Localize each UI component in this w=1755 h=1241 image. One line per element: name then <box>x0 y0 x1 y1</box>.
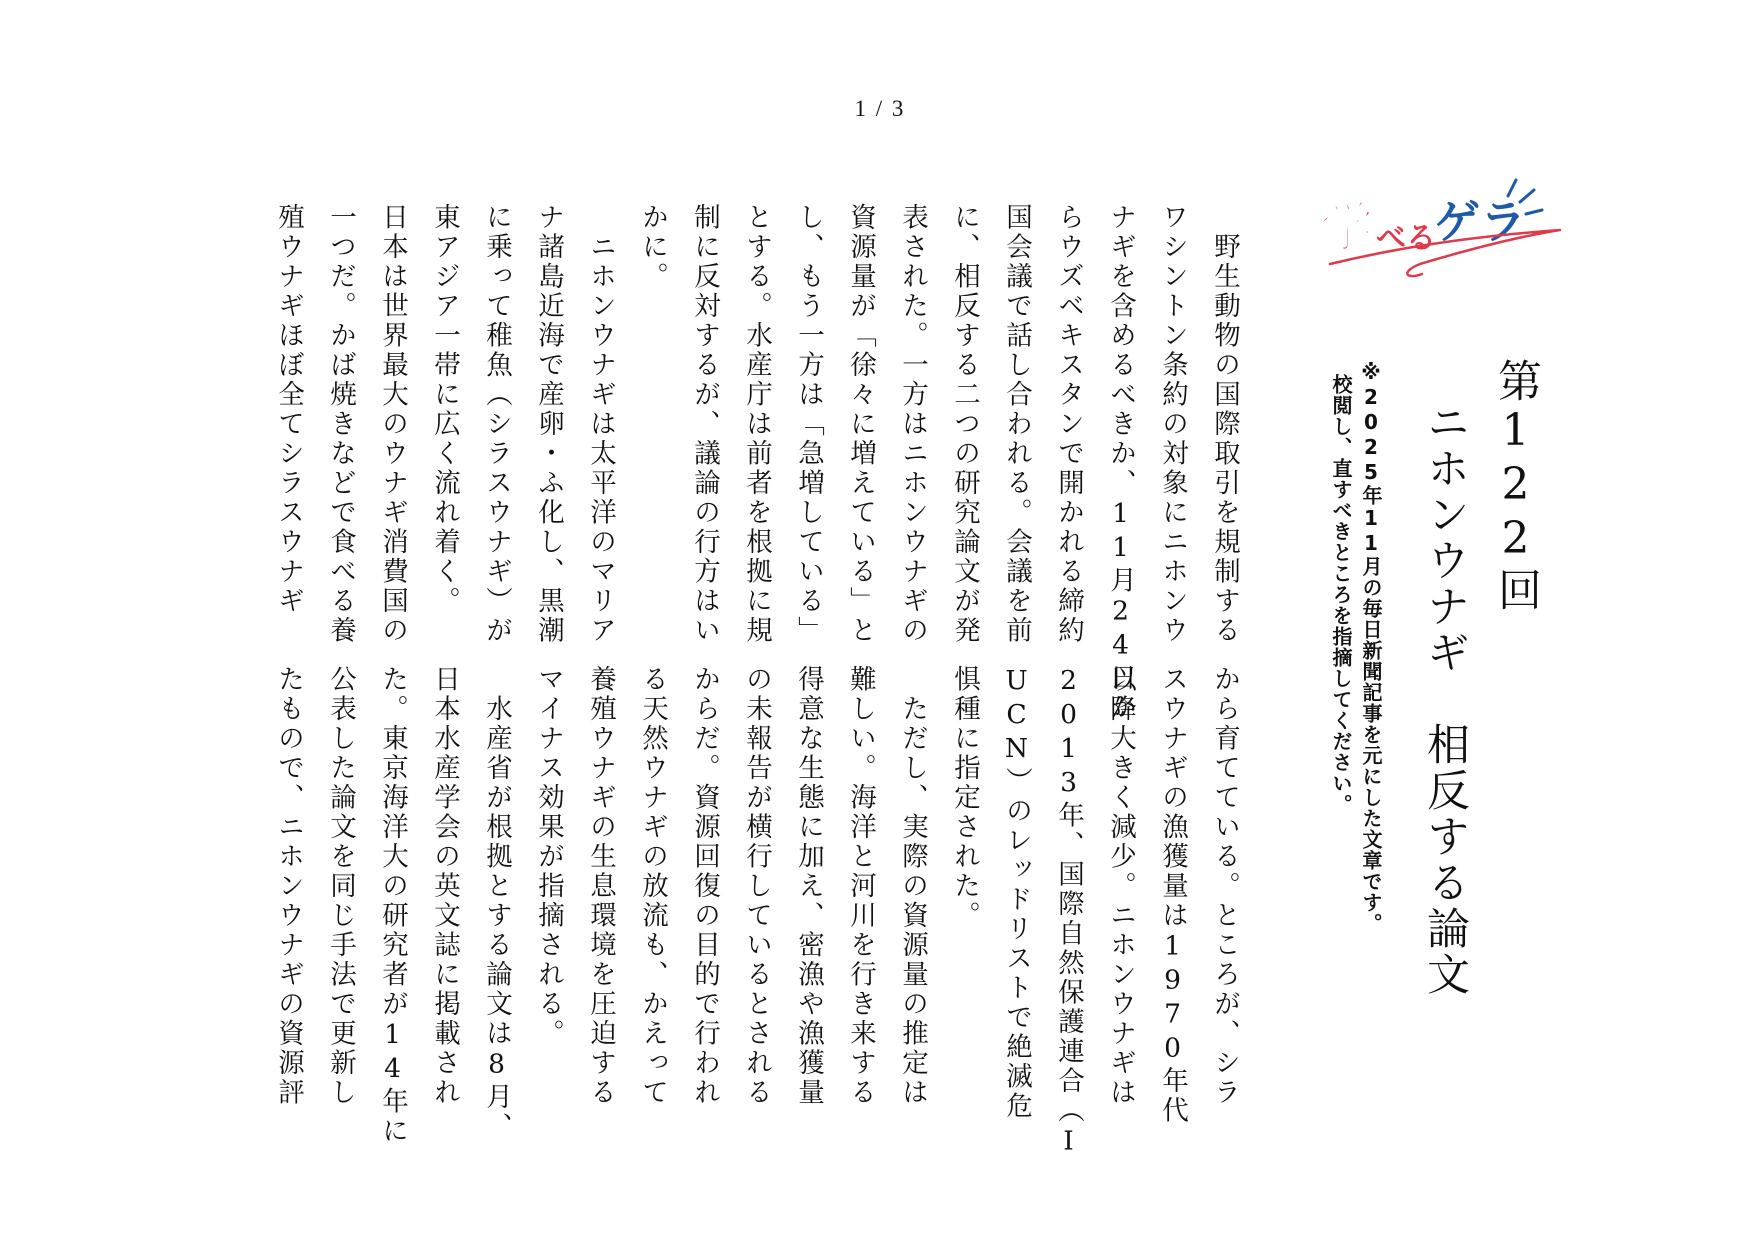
article-line: 2013年、国際自然保護連合（I <box>1053 665 1084 1160</box>
logo-text-mid: べる <box>1376 221 1436 256</box>
logo-text-main: 学 <box>1320 196 1374 259</box>
article-line: ワシントン条約の対象にニホンウ <box>1157 203 1188 646</box>
article-lower-block <box>262 665 1250 1160</box>
page-number: 1 / 3 <box>854 96 906 121</box>
article-line: 制に反対するが、議論の行方はい <box>689 203 720 646</box>
note-line-2: 校閲し、直すべきところを指摘してください。 <box>1329 374 1353 815</box>
article-line: らウズベキスタンで開かれる締約 <box>1053 203 1084 646</box>
article-line: の未報告が横行しているとされる <box>741 665 772 1108</box>
article-line: 資源量が「徐々に増えている」と <box>845 203 876 646</box>
note-line-1: ※2025年11月の毎日新聞記事を元にした文章です。 <box>1359 360 1383 934</box>
article-line: 一つだ。かば焼きなどで食べる養 <box>325 203 356 646</box>
article-headline: ニホンウナギ 相反する論文 <box>1420 400 1470 998</box>
article-line: に乗って稚魚（シラスウナギ）が <box>481 203 512 646</box>
logo-text-end: ゲラ <box>1434 195 1526 249</box>
article-line: 国会議で話し合われる。会議を前 <box>1001 203 1032 646</box>
article-line: 得意な生態に加え、密漁や漁獲量 <box>793 665 824 1108</box>
article-line: 養殖ウナギの生息環境を圧迫する <box>585 665 616 1108</box>
logo-graphic <box>1310 168 1570 298</box>
article-line: たもので、ニホンウナギの資源評 <box>273 665 304 1108</box>
article-line: 公表した論文を同じ手法で更新し <box>325 665 356 1108</box>
article-line: スウナギの漁獲量は1970年代 <box>1157 665 1188 1126</box>
article-upper-block <box>262 203 1250 723</box>
article-line: 表された。一方はニホンウナギの <box>897 203 928 646</box>
article-line: とする。水産庁は前者を根拠に規 <box>741 203 772 646</box>
article-line: ただし、実際の資源量の推定は <box>897 665 928 1108</box>
article-line: し、もう一方は「急増している」 <box>793 203 824 646</box>
article-line: る天然ウナギの放流も、かえって <box>637 665 668 1108</box>
article-line: ナギを含めるべきか、11月24日か <box>1105 203 1136 723</box>
article-line: 水産省が根拠とする論文は8月、 <box>481 665 512 1142</box>
article-line: 難しい。海洋と河川を行き来する <box>845 665 876 1108</box>
article-line: から育てている。ところが、シラ <box>1209 665 1240 1108</box>
article-line: 日本は世界最大のウナギ消費国の <box>377 203 408 646</box>
article-line: た。東京海洋大の研究者が14年に <box>377 665 408 1146</box>
article-line: 日本水産学会の英文誌に掲載され <box>429 665 460 1108</box>
episode-number: 第122回 <box>1490 358 1541 614</box>
article-line: からだ。資源回復の目的で行われ <box>689 665 720 1108</box>
article-line: 殖ウナギほぼ全てシラスウナギ <box>273 203 304 616</box>
article-line: 東アジア一帯に広く流れ着く。 <box>429 203 460 616</box>
article-line: に、相反する二つの研究論文が発 <box>949 203 980 646</box>
article-line: 惧種に指定された。 <box>949 665 980 931</box>
article-line: かに。 <box>637 203 668 292</box>
article-line: ニホンウナギは太平洋のマリア <box>585 203 616 646</box>
article-line: 野生動物の国際取引を規制する <box>1209 203 1240 646</box>
article-line: ナ諸島近海で産卵・ふ化し、黒潮 <box>533 203 564 646</box>
manabu-gera-logo <box>1310 168 1570 298</box>
article-line: 以降大きく減少。ニホンウナギは <box>1105 665 1136 1108</box>
article-line: UCN）のレッドリストで絶滅危 <box>1001 665 1032 1121</box>
instruction-note <box>1326 360 1386 934</box>
article-line: マイナス効果が指摘される。 <box>533 665 564 1049</box>
